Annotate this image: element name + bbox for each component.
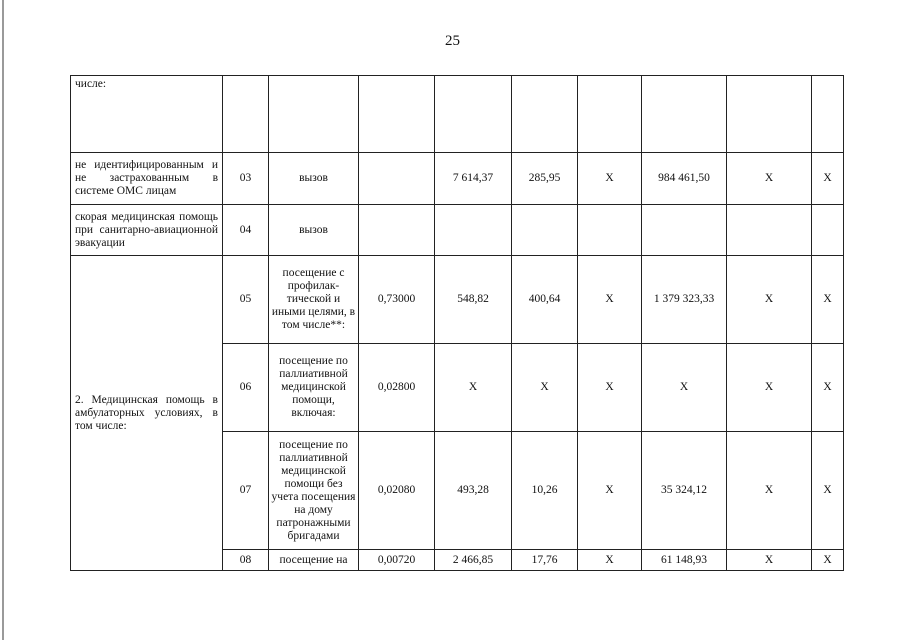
table-row	[71, 76, 844, 153]
row-code: 07	[223, 432, 269, 550]
cell: 0,02800	[359, 344, 435, 432]
row-unit	[269, 76, 359, 153]
cell	[512, 76, 578, 153]
page-edge	[2, 0, 4, 640]
page-number: 25	[445, 33, 460, 49]
cell: Х	[812, 432, 844, 550]
cell: 493,28	[435, 432, 512, 550]
cell	[812, 205, 844, 256]
cell: 17,76	[512, 550, 578, 571]
cell: 2 466,85	[435, 550, 512, 571]
row-name: 2. Медицинская помощь в амбулаторных условиях, в том числе:	[71, 256, 223, 571]
cell: 400,64	[512, 256, 578, 344]
cell: 984 461,50	[642, 153, 727, 205]
row-code: 03	[223, 153, 269, 205]
cell	[435, 76, 512, 153]
cell: Х	[578, 153, 642, 205]
cell: 0,00720	[359, 550, 435, 571]
cell	[512, 205, 578, 256]
cell	[359, 205, 435, 256]
row-code	[223, 76, 269, 153]
cell: Х	[578, 550, 642, 571]
cell: Х	[512, 344, 578, 432]
cell	[435, 205, 512, 256]
row-unit: посещение по паллиативной медицинской помощи, включая:	[269, 344, 359, 432]
cell: 7 614,37	[435, 153, 512, 205]
row-code: 05	[223, 256, 269, 344]
cell: 10,26	[512, 432, 578, 550]
row-name: не идентифицированным и не застрахованным в системе ОМС лицам	[71, 153, 223, 205]
row-code: 04	[223, 205, 269, 256]
cell	[359, 76, 435, 153]
cell: 0,02080	[359, 432, 435, 550]
row-code: 06	[223, 344, 269, 432]
cell	[727, 205, 812, 256]
row-unit: вызов	[269, 205, 359, 256]
cell: 0,73000	[359, 256, 435, 344]
cell: 285,95	[512, 153, 578, 205]
cell: Х	[727, 256, 812, 344]
row-code: 08	[223, 550, 269, 571]
cell	[578, 205, 642, 256]
cell	[812, 76, 844, 153]
cell: Х	[727, 432, 812, 550]
table-row	[71, 205, 844, 256]
row-name: числе:	[71, 76, 223, 153]
cell: Х	[812, 153, 844, 205]
cell	[359, 153, 435, 205]
cell	[727, 76, 812, 153]
data-table	[70, 75, 844, 571]
cell	[642, 205, 727, 256]
cell: Х	[578, 344, 642, 432]
cell: Х	[812, 550, 844, 571]
cell: 61 148,93	[642, 550, 727, 571]
cell	[642, 76, 727, 153]
cell: 548,82	[435, 256, 512, 344]
row-unit: посещение по паллиативной медицинской помощи без учета посещения на дому патронажными бригадами	[269, 432, 359, 550]
row-unit: вызов	[269, 153, 359, 205]
cell: Х	[812, 256, 844, 344]
cell: 1 379 323,33	[642, 256, 727, 344]
cell: Х	[578, 432, 642, 550]
cell: Х	[727, 550, 812, 571]
cell: 35 324,12	[642, 432, 727, 550]
row-unit: посещение с профилак-тической и иными целями, в том числе**:	[269, 256, 359, 344]
table-row	[71, 153, 844, 205]
cell: Х	[578, 256, 642, 344]
cell: Х	[435, 344, 512, 432]
cell: Х	[812, 344, 844, 432]
cell: Х	[727, 344, 812, 432]
row-name: скорая медицинская помощь при санитарно-авиационной эвакуации	[71, 205, 223, 256]
table-row	[71, 256, 844, 344]
cell: Х	[642, 344, 727, 432]
cell: Х	[727, 153, 812, 205]
cell	[578, 76, 642, 153]
row-unit: посещение на	[269, 550, 359, 571]
